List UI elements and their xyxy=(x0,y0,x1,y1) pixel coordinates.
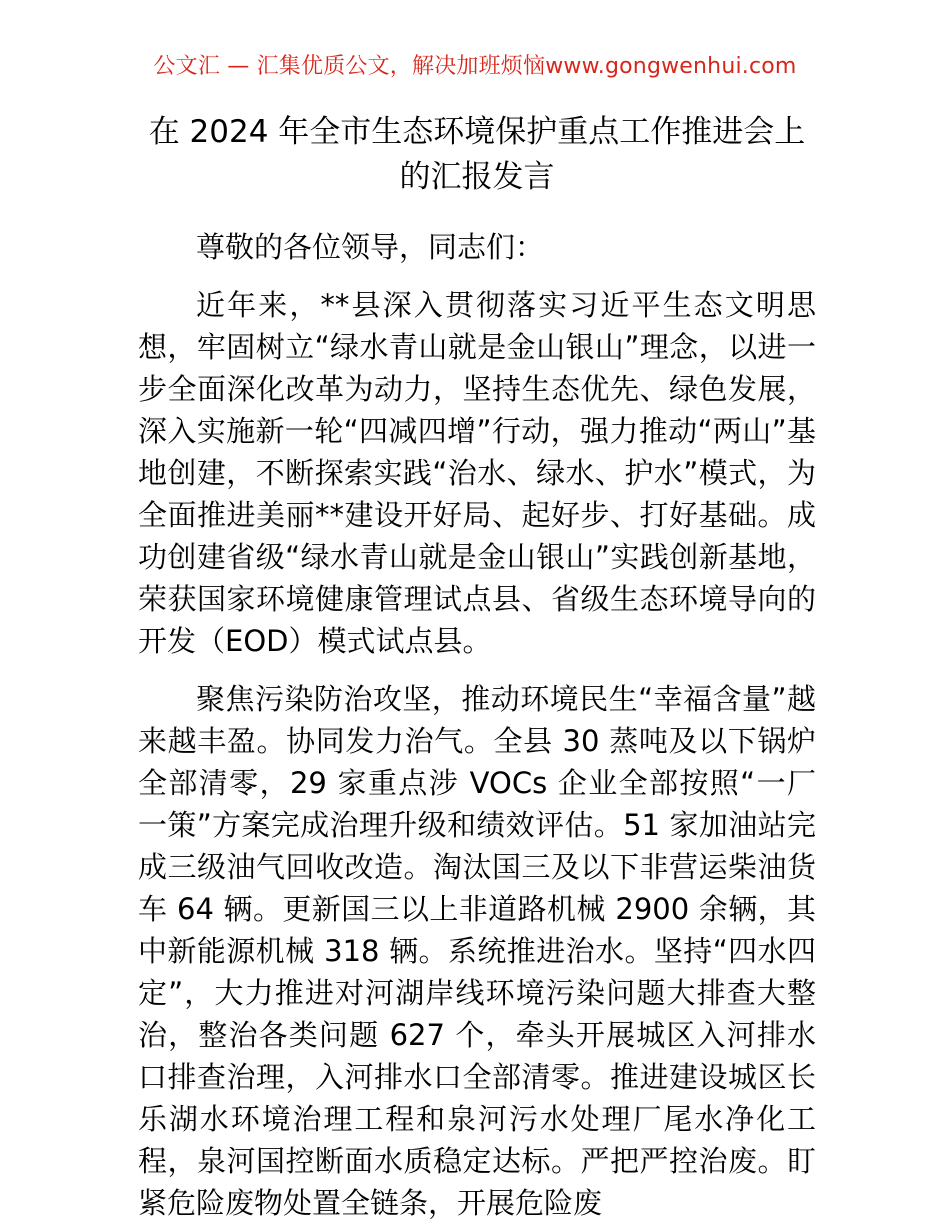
paragraph-1: 近年来，**县深入贯彻落实习近平生态文明思想，牢固树立“绿水青山就是金山银山”理念，以进一步全面深化改革为动力，坚持生态优先、绿色发展，深入实施新一轮“四减四增”行动，强力推动“两山”基地创建，不断探索实践“治水、绿水、护水”模式，为全面推进美丽**建设开好局、起好步、打好基础。成功创建省级“绿水青山就是金山银山”实践创新基地，荣获国家环境健康管理试点县、省级生态环境导向的开发（EOD）模式试点县。 xyxy=(138,288,816,658)
salutation-line: 尊敬的各位领导，同志们： xyxy=(196,230,545,264)
page-title: 在 2024 年全市生态环境保护重点工作推进会上的汇报发言 xyxy=(148,114,806,195)
site-watermark-header xyxy=(0,52,950,82)
document-body xyxy=(138,110,816,1224)
watermark-url: www.gongwenhui.com xyxy=(545,54,797,79)
paragraph-2: 聚焦污染防治攻坚，推动环境民生“幸福含量”越来越丰盈。协同发力治气。全县 30 蒸吨及以下锅炉全部清零，29 家重点涉 VOCs 企业全部按照“一厂一策”方案完成治理升级和绩效评估。51 家加油站完成三级油气回收改造。淘汰国三及以下非营运柴油货车 64 辆。更新国三以上非道路机械 2900 余辆，其中新能源机械 318 辆。系统推进治水。坚持“四水四定”，大力推进对河湖岸线环境污染问题大排查大整治，整治各类问题 627 个，牵头开展城区入河排水口排查治理，入河排水口全部清零。推进建设城区长乐湖水环境治理工程和泉河污水处理厂尾水净化工程，泉河国控断面水质稳定达标。严把严控治废。盯紧危险废物处置全链条，开展危险废 xyxy=(138,682,816,1220)
watermark-slogan: 公文汇 — 汇集优质公文，解决加班烦恼 xyxy=(153,54,546,79)
